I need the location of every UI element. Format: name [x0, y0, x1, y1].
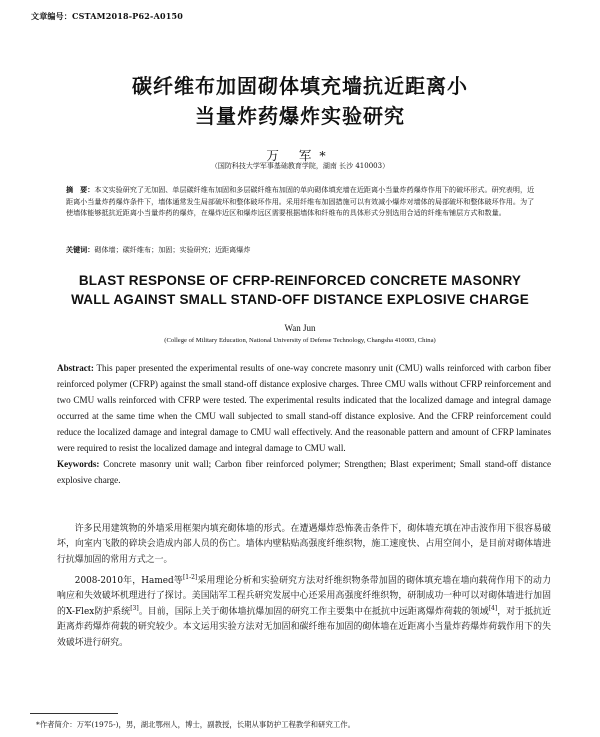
author-footnote: *作者简介：万军(1975-)，男，湖北鄂州人，博士，副教授，长期从事防护工程教学和研究工作。 — [36, 720, 356, 729]
english-abstract — [57, 360, 551, 488]
body-paragraph-2-part-d: ，对于抵抗近距离炸药爆炸荷载的研究较少。本文运用实验方法对无加固和碳纤维布加固的砌体墙在近距离小当量炸药爆炸荷载作用下的失效破坏进行研究。 — [57, 606, 552, 648]
chinese-author: 万 军* — [266, 148, 334, 163]
chinese-keywords-label: 关键词： — [66, 245, 95, 254]
english-abstract-label: Abstract: — [57, 363, 94, 373]
body-paragraph-2-part-a: 2008-2010年，Hamed等 — [74, 576, 183, 586]
english-keywords-label: Keywords: — [57, 459, 100, 469]
english-title-line-2: WALL AGAINST SMALL STAND-OFF DISTANCE EXPLOSIVE CHARGE — [71, 292, 529, 307]
body-paragraph-1: 许多民用建筑物的外墙采用框架内填充砌体墙的形式。在遭遇爆炸恐怖袭击条件下，砌体墙充填在冲击波作用下很容易破坏，向室内飞散的碎块会造成内部人员的伤亡。墙体内壁粘贴高强度纤维织物，施工速度快、占用空间小，是目前对砌体墙进行抗爆加固的常用方式之一。 — [57, 524, 551, 565]
chinese-keywords — [66, 244, 536, 256]
chinese-keywords-text: 砌体墙；碳纤维布；加固；实验研究；近距离爆炸 — [94, 245, 251, 254]
english-affiliation: (College of Military Education, National University of Defense Technology, Changsha 410003, China) — [164, 337, 436, 344]
citation-4: [4] — [488, 604, 498, 612]
document-id: 文章编号：CSTAM2018-P62-A0150 — [31, 11, 184, 21]
body-paragraph-2-part-c: 。目前，国际上关于砌体墙抗爆加固的研究工作主要集中在抵抗中远距离爆炸荷载的领域 — [138, 606, 489, 617]
footnote-divider — [30, 713, 118, 714]
chinese-abstract — [66, 184, 536, 219]
citation-1-2: [1-2] — [182, 574, 198, 582]
chinese-affiliation: （国防科技大学军事基础教育学院，湖南 长沙 410003） — [210, 162, 390, 170]
body-paragraph-2 — [57, 574, 551, 651]
chinese-abstract-label: 摘 要： — [66, 185, 95, 194]
citation-3: [3] — [130, 604, 139, 612]
chinese-title-line-1: 碳纤维布加固砌体填充墙抗近距离小 — [132, 74, 468, 98]
chinese-title-line-2: 当量炸药爆炸实验研究 — [195, 104, 405, 128]
body-paragraph-2-part-b: 采用理论分析和实验研究方法对纤维织物条带加固的砌体填充墙在墙向载荷作用下的动力响应和失效破坏机理进行了探讨。美国陆军工程兵研究发展中心还采用高强度纤维织物，研制成功一种可以对砌体墙进行加固的X-Flex防护系统 — [57, 576, 551, 617]
english-keywords-text: Concrete masonry unit wall; Carbon fiber reinforced polymer; Strengthen; Blast experiment; Small stand-off distance explosive charge. — [57, 459, 551, 485]
english-author: Wan Jun — [284, 323, 316, 333]
english-title-line-1: BLAST RESPONSE OF CFRP-REINFORCED CONCRETE MASONRY — [78, 273, 522, 288]
english-abstract-text: This paper presented the experimental results of one-way concrete masonry unit (CMU) walls reinforced with carbon fiber reinforced polymer (CFRP) against the small stand-off distance explosive charges. Three CMU walls without CFRP reinforcement and two CMU walls reinforced with CFRP were tested. The experimental results indicated that the localized damage and integral damage occurred at the same time when the CMU wall subjected to small stand-off distance explosive. And the CFRP reinforcement could reduce the localized damage and integral damage to CMU wall effectively. And the reasonable pattern and amount of CFRP laminates were required to resist the localized damage and integral damage to CMU wall. — [57, 363, 552, 453]
chinese-abstract-text: 本文实验研究了无加固、单层碳纤维布加固和多层碳纤维布加固的单向砌体填充墙在近距离小当量炸药爆炸作用下的破坏形式。研究表明，近距离小当量炸药爆炸条件下，墙体通常发生局部破坏和整体破坏作用。采用纤维布加固措施可以有效减小爆炸对墙体的局部破坏和整体破坏作用。为了使墙体能够抵抗近距离小当量炸药的爆炸，在爆炸近区和爆炸远区需要根据墙体和纤维布的具体形式分别选用合适的纤维布铺层方式和数量。 — [66, 185, 535, 218]
